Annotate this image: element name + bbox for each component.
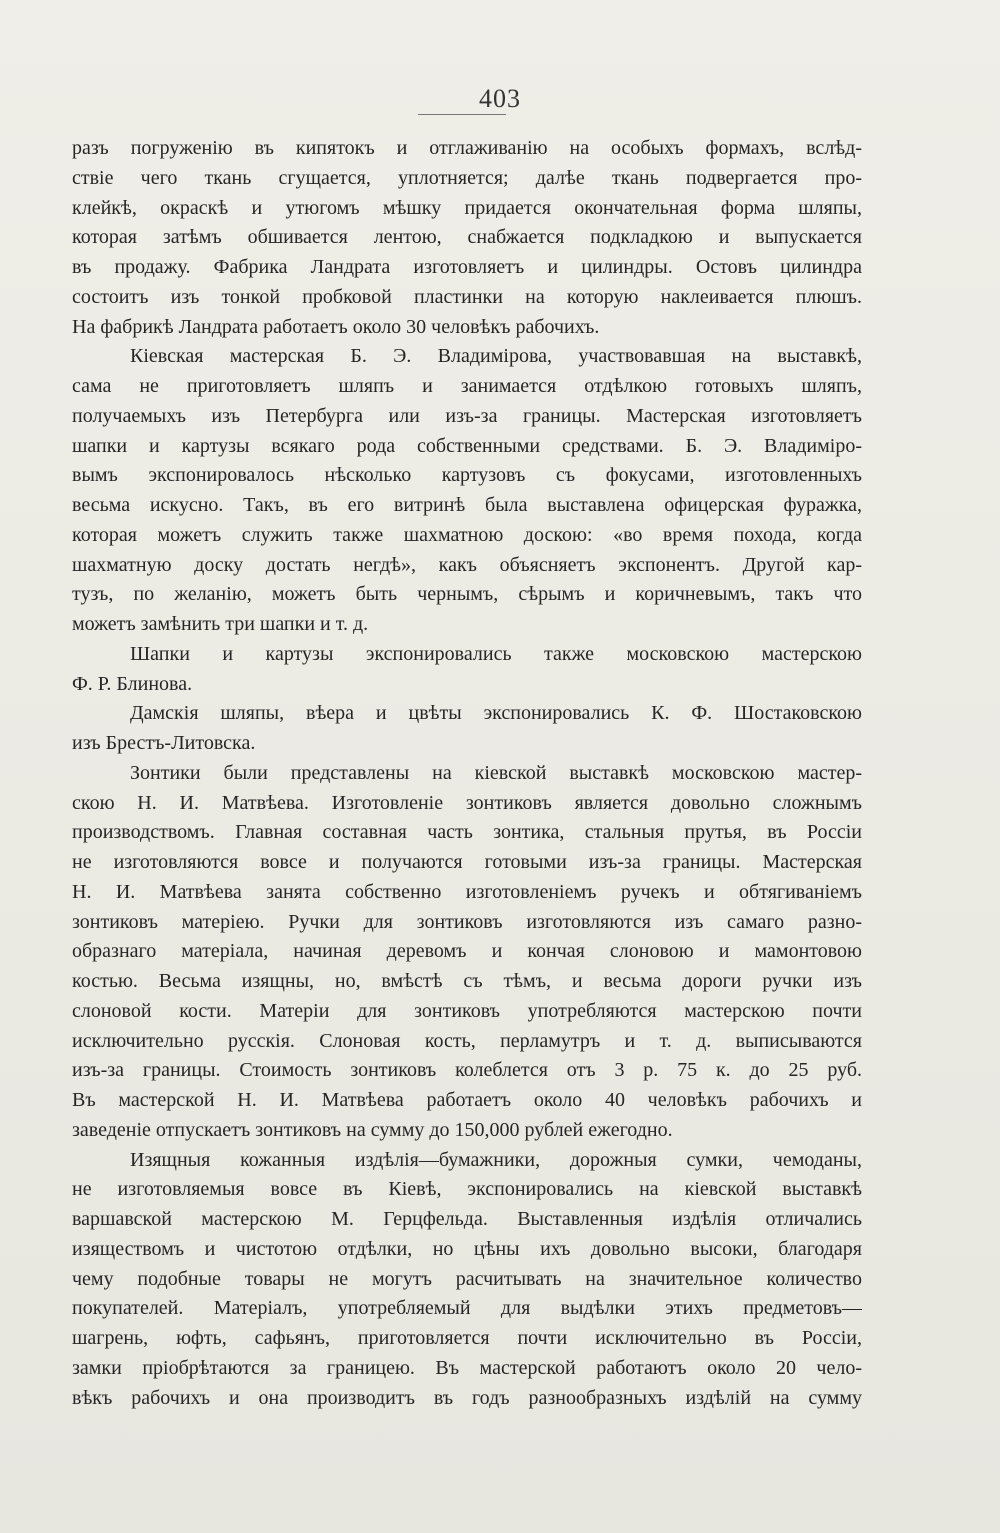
text-line: сама не приготовляетъ шляпъ и занимается отдѣлкою готовыхъ шляпъ, [72, 375, 862, 397]
text-line: зонтиковъ матеріею. Ручки для зонтиковъ изготовляются изъ самаго разно- [72, 910, 862, 933]
text-line: изъ Брестъ-Литовска. [72, 732, 256, 754]
text-line: тузъ, по желанію, можетъ быть чернымъ, сѣрымъ и коричневымъ, такъ что [72, 583, 862, 606]
text-line: Ф. Р. Блинова. [72, 672, 193, 695]
text-line: замки пріобрѣтаются за границею. Въ мастерской работаютъ около 20 чело- [72, 1356, 862, 1379]
text-line: которая можетъ служить также шахматною доскою: «во время похода, когда [72, 523, 862, 546]
text-line: варшавской мастерскою М. Герцфельда. Выставленныя издѣлія отличались [72, 1208, 862, 1230]
text-line: Н. И. Матвѣева занята собственно изготовленіемъ ручекъ и обтягиваніемъ [72, 880, 862, 903]
text-line: костью. Весьма изящны, но, вмѣстѣ съ тѣмъ, и весьма дороги ручки изъ [72, 970, 862, 992]
text-line: Шапки и картузы экспонировались также московскою мастерскою [130, 642, 862, 665]
text-line: ствіе чего ткань сгущается, уплотняется; далѣе ткань подвергается про- [72, 166, 862, 189]
text-line: не изготовляемыя вовсе въ Кіевѣ, экспонировались на кіевской выставкѣ [72, 1178, 862, 1201]
page-number-rule [418, 114, 506, 115]
text-line: слоновой кости. Матеріи для зонтиковъ употребляются мастерскою почти [72, 999, 862, 1022]
text-line: скою Н. И. Матвѣева. Изготовленіе зонтиковъ является довольно сложнымъ [72, 791, 862, 814]
text-line: Дамскія шляпы, вѣера и цвѣты экспонировались К. Ф. Шостаковскою [130, 702, 862, 725]
text-line: клейкѣ, окраскѣ и утюгомъ мѣшку придается окончательная форма шляпы, [72, 196, 862, 219]
text-line: состоитъ изъ тонкой пробковой пластинки на которую наклеивается плюшъ. [72, 285, 862, 308]
text-line: образнаго матеріала, начиная деревомъ и кончая слоновою и мамонтовою [72, 940, 862, 963]
text-line: шапки и картузы всякаго рода собственными средствами. Б. Э. Владиміро- [72, 434, 862, 457]
text-line: разъ погруженію въ кипятокъ и отглаживанію на особыхъ формахъ, вслѣд- [72, 137, 862, 159]
page-number: 403 [479, 84, 521, 113]
text-line: Кіевская мастерская Б. Э. Владиміpова, участвовавшая на выставкѣ, [130, 345, 862, 368]
text-line: получаемыхъ изъ Петербурга или изъ-за границы. Мастерская изготовляетъ [72, 404, 862, 427]
text-line: которая затѣмъ обшивается лентою, снабжается подкладкою и выпускается [72, 226, 862, 249]
body-text [72, 134, 862, 1413]
text-line: изяществомъ и чистотою отдѣлки, но цѣны ихъ довольно высоки, благодаря [72, 1237, 862, 1260]
text-line: производствомъ. Главная составная часть зонтика, стальныя прутья, въ Россіи [72, 821, 862, 844]
text-line: Въ мастерской Н. И. Матвѣева работаетъ около 40 человѣкъ рабочихъ и [72, 1089, 862, 1111]
text-line: Изящныя кожанныя издѣлія—бумажники, дорожныя сумки, чемоданы, [130, 1148, 862, 1171]
text-line: вѣкъ рабочихъ и она производитъ въ годъ разнообразныхъ издѣлій на сумму [72, 1386, 862, 1409]
text-line: весьма искусно. Такъ, въ его витринѣ была выставлена офицерская фуражка, [72, 494, 862, 516]
text-line: можетъ замѣнить три шапки и т. д. [72, 613, 369, 635]
text-line: исключительно русскія. Слоновая кость, перламутръ и т. д. выписываются [72, 1029, 862, 1052]
text-line: въ продажу. Фабрика Ландрата изготовляетъ и цилиндры. Остовъ цилиндра [72, 256, 862, 278]
text-line: заведеніе отпускаетъ зонтиковъ на сумму до 150,000 рублей ежегодно. [72, 1118, 673, 1141]
text-line: Зонтики были представлены на кіевской выставкѣ московскою мастер- [130, 761, 862, 784]
text-line: не изготовляются вовсе и получаются готовыми изъ-за границы. Мастерская [72, 851, 862, 873]
text-line: изъ-за границы. Стоимость зонтиковъ колеблется отъ 3 р. 75 к. до 25 руб. [72, 1059, 862, 1082]
text-line: шагрень, юфть, сафьянъ, приготовляется почти исключительно въ Россіи, [72, 1327, 862, 1349]
text-line: На фабрикѣ Ландрата работаетъ около 30 человѣкъ рабочихъ. [72, 315, 600, 338]
text-line: покупателей. Матеріалъ, употребляемый для выдѣлки этихъ предметовъ— [72, 1297, 862, 1320]
text-line: вымъ экспонировалось нѣсколько картузовъ съ фокусами, изготовленныхъ [72, 464, 862, 487]
text-line: шахматную доску достать негдѣ», какъ объясняетъ экспонентъ. Другой кар- [72, 553, 862, 576]
text-line: чему подобные товары не могутъ расчитывать на значительное количество [72, 1267, 862, 1290]
